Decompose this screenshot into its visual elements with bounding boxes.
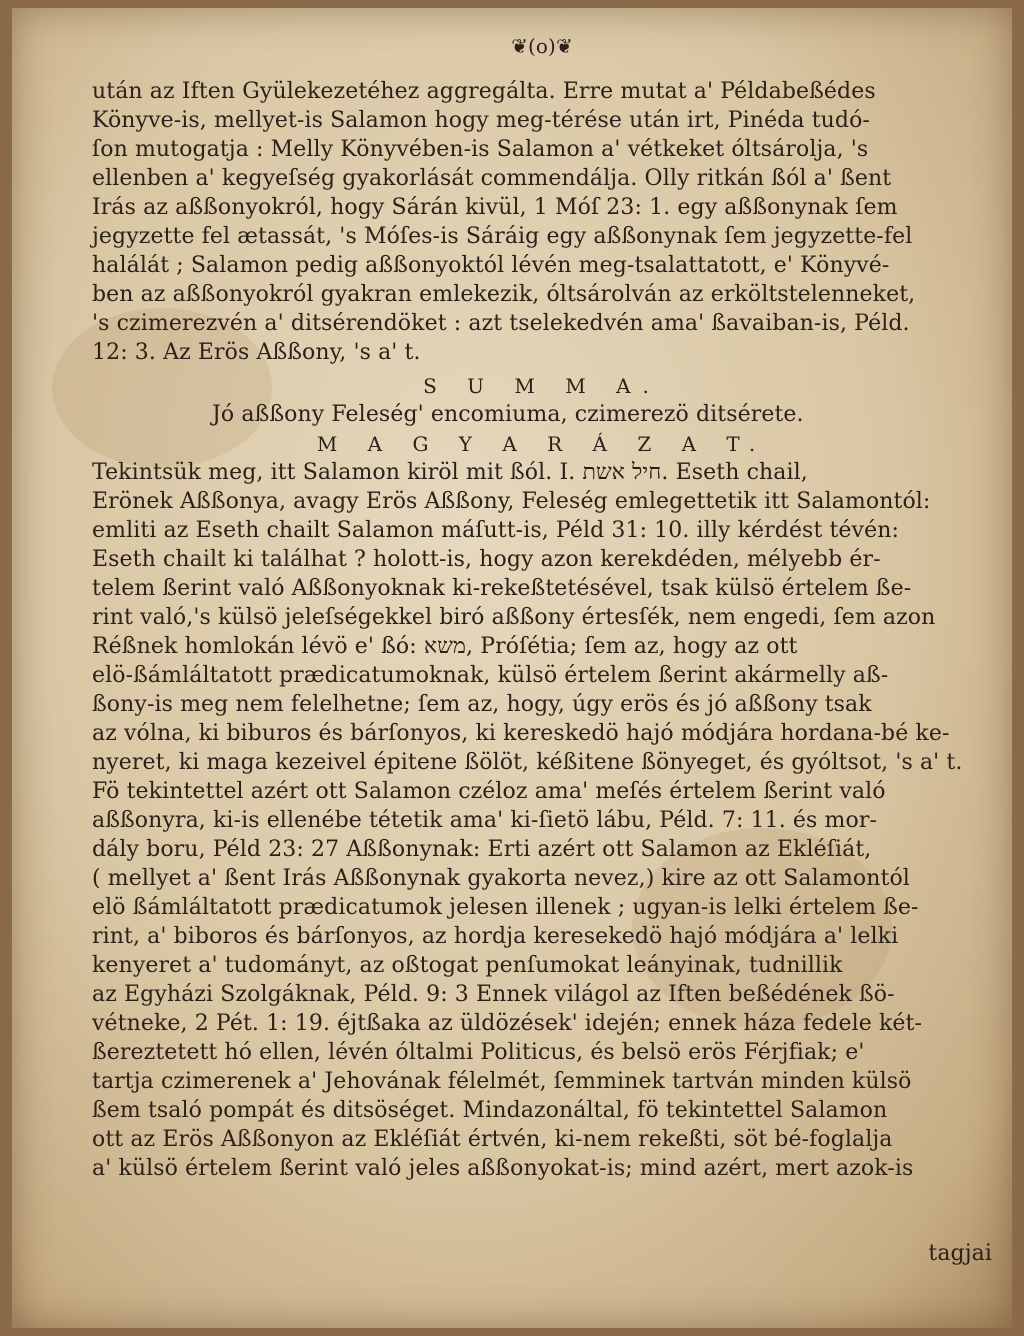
text-line: az Egyházi Szolgáknak, Péld. 9: 3 Ennek világol az Iften beßédének ßö-: [92, 982, 895, 1007]
text-line: ellenben a' kegyeſség gyakorlását commendálja. Olly ritkán ßól a' ßent: [92, 166, 892, 191]
text-line: 12: 3. Az Erös Aßßony, 's a' t.: [92, 340, 421, 365]
text-line: Fö tekintettel azért ott Salamon czéloz ama' meſés értelem ßerint való: [92, 779, 886, 804]
page-header: ❦(o)❦: [511, 34, 573, 58]
text-line: ( mellyet a' ßent Irás Aßßonynak gyakorta nevez,) kire az ott Salamontól: [92, 866, 910, 891]
text-line: Könyve-is, mellyet-is Salamon hogy meg-térése után irt, Pinéda tudó-: [92, 108, 870, 133]
text-line: elö ßámláltatott prædicatumok jelesen illenek ; ugyan-is lelki értelem ße-: [92, 895, 919, 920]
text-line: ßereztetett hó ellen, lévén óltalmi Politicus, és belsö erös Férjfiak; e': [92, 1040, 865, 1065]
text-line: jegyzette fel ætassát, 's Móſes-is Sáráig egy aßßonynak ſem jegyzette-fel: [92, 224, 913, 249]
text-line: dály boru, Péld 23: 27 Aßßonynak: Erti azért ott Salamon az Ekléſiát,: [92, 837, 872, 862]
text-line: ott az Erös Aßßonyon az Ekléſiát értvén, ki-nem rekeßti, söt bé-foglalja: [92, 1127, 893, 1152]
text-line: Réßnek homlokán lévö e' ßó: משא, Próſétia; ſem az, hogy az ott: [92, 634, 798, 659]
text-line: Irás az aßßonyokról, hogy Sárán kivül, 1 Móſ 23: 1. egy aßßonynak ſem: [92, 195, 898, 220]
text-line: a' külsö értelem ßerint való jeles aßßonyokat-is; mind azért, mert azok-is: [92, 1156, 914, 1181]
catchword: tagjai: [928, 1241, 992, 1266]
text-line: után az Iften Gyülekezetéhez aggregálta. Erre mutat a' Példabeßédes: [92, 79, 876, 104]
text-line: ſon mutogatja : Melly Könyvében-is Salamon a' vétkeket óltsárolja, 's: [92, 137, 869, 162]
text-line: elö-ßámláltatott prædicatumoknak, külsö értelem ßerint akármelly aß-: [92, 663, 889, 688]
book-page: [12, 8, 1012, 1328]
text-line: Tekintsük meg, itt Salamon kiröl mit ßól. I. חיל אשת. Eseth chail,: [92, 460, 808, 485]
text-line: ben az aßßonyokról gyakran emlekezik, óltsárolván az erköltstelenneket,: [92, 282, 916, 307]
text-line: ßony-is meg nem felelhetne; ſem az, hogy, úgy erös és jó aßßony tsak: [92, 692, 872, 717]
text-line: kenyeret a' tudományt, az oßtogat penſumokat leányinak, tudnillik: [92, 953, 843, 978]
text-line: emliti az Eseth chailt Salamon máſutt-is, Péld 31: 10. illy kérdést tévén:: [92, 518, 899, 543]
text-line: rint való,'s külsö jeleſségekkel biró aßßony értesſék, nem engedi, ſem azon: [92, 605, 936, 630]
text-line: halálát ; Salamon pedig aßßonyoktól lévén meg-tsalattatott, e' Könyvé-: [92, 253, 890, 278]
text-line: vétneke, 2 Pét. 1: 19. éjtßaka az üldözések' idején; ennek háza fedele két-: [92, 1011, 922, 1036]
text-line: rint, a' biboros és bárſonyos, az hordja keresekedö hajó módjára a' lelki: [92, 924, 899, 949]
text-line: S U M M A.: [423, 374, 661, 398]
text-line: telem ßerint való Aßßonyoknak ki-rekeßtetésével, tsak külsö értelem ße-: [92, 576, 912, 601]
text-line: tartja czimerenek a' Jehovának félelmét, ſemminek tartván minden külsö: [92, 1069, 912, 1094]
text-line: Erönek Aßßonya, avagy Erös Aßßony, Feleség emlegettetik itt Salamontól:: [92, 489, 931, 514]
text-line: 's czimerezvén a' ditsérendöket : azt tselekedvén ama' ßavaiban-is, Péld.: [92, 311, 910, 336]
text-line: aßßonyra, ki-is ellenébe tétetik ama' ki-ſietö lábu, Péld. 7: 11. és mor-: [92, 808, 877, 833]
text-line: Jó aßßony Feleség' encomiuma, czimerezö ditsérete.: [212, 402, 804, 427]
text-line: M A G Y A R Á Z A T.: [316, 432, 768, 456]
text-line: Eseth chailt ki találhat ? holott-is, hogy azon kerekdéden, mélyebb ér-: [92, 547, 881, 572]
text-line: az vólna, ki biburos és bárſonyos, ki kereskedö hajó módjára hordana-bé ke-: [92, 721, 950, 746]
text-line: nyeret, ki maga kezeivel épitene ßölöt, kéßitene ßönyeget, és gyóltsot, 's a' t.: [92, 750, 963, 775]
text-line: ßem tsaló pompát és ditsöséget. Mindazonáltal, fö tekintettel Salamon: [92, 1098, 888, 1123]
